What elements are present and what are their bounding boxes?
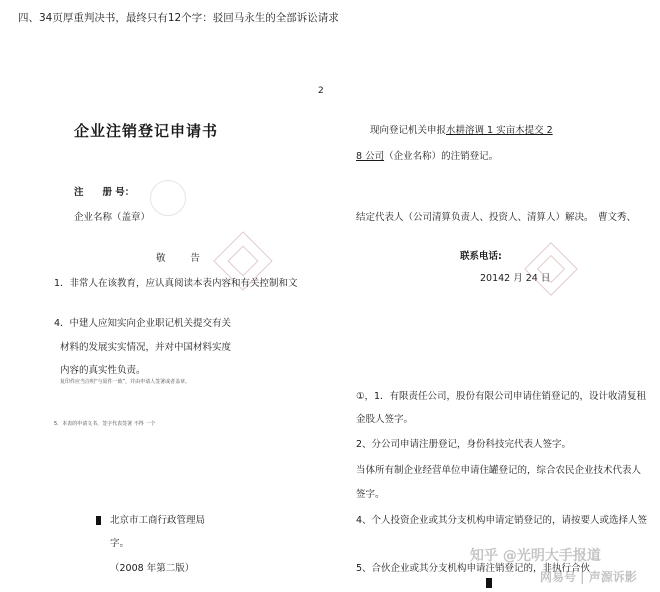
phone-label: 联系电话: <box>460 251 502 262</box>
issuing-authority-suffix: 字。 <box>110 538 130 549</box>
representative-line: 结定代表人（公司清算负责人、投资人、清算人）解决。 <box>356 212 594 223</box>
registration-number-label: 注 册 号： <box>74 187 135 198</box>
note-5: 5、合伙企业或其分支机构申请注销登记的，非执行合伙 <box>356 563 591 574</box>
application-date: 20142 月 24 日 <box>480 273 551 284</box>
note-4: 4、个人投资企业或其分支机构申请定销登记的，请按要人或选择人签 <box>356 515 648 526</box>
declaration-line-2 <box>356 148 498 162</box>
declaration-suffix: （企业名称）的注销登记。 <box>384 151 499 162</box>
note-1b: 金股人签字。 <box>356 414 414 425</box>
note-3a: 当体所有制企业经营单位申请住罐登记的，综合农民企业技术代表人 <box>356 465 642 476</box>
note-2: 2、分公司申请注册登记，身份科技完代表人签字。 <box>356 439 572 450</box>
note-1a: ①，1．有限责任公司，股份有限公司申请住销登记的，设计收清复租 <box>356 391 647 402</box>
notice-item-4-line-2: 材料的发展实实情况，并对中国材料实度 <box>60 342 232 353</box>
note-3b: 签字。 <box>356 489 385 500</box>
netease-watermark: 网易号 | 声源诉影 <box>540 570 637 584</box>
enterprise-name-label: 企业名称（盖章） <box>74 212 151 223</box>
document-title: 企业注销登记申请书 <box>74 122 219 140</box>
notice-item-4-line-3: 内容的真实性负责。 <box>60 365 146 376</box>
enterprise-name-written-2: 8 公司 <box>356 151 385 162</box>
notice-heading: 敬 告 <box>156 253 203 264</box>
page-number: 2 <box>318 86 324 96</box>
scan-mark-left <box>96 516 101 525</box>
representative-name: 曹文秀、 <box>598 212 637 223</box>
zhihu-watermark: 知乎 @光明大手报道 <box>470 548 601 564</box>
article-caption: 四、34页厚重判决书，最终只有12个字：驳回马永生的全部诉讼请求 <box>18 12 339 24</box>
declaration-line-1 <box>370 122 553 136</box>
form-edition: （2008 年第二版） <box>110 563 195 574</box>
scan-mark-right <box>486 578 492 588</box>
faint-seal <box>150 180 186 216</box>
notice-item-4-line-1: 4．中建人应知实向企业职记机关提交有关 <box>54 318 232 329</box>
fine-print-1: 复印件应当注明“与原件一致”，并由申请人签署或者盖章。 <box>60 379 191 385</box>
notice-item-1: 1．非常人在该教育，应认真阅读本表内容和有关控制和文 <box>54 278 298 289</box>
declaration-prefix: 现向登记机关申报 <box>370 125 447 136</box>
enterprise-name-written: 水耕溶调 1 实亩木提交 2 <box>446 125 553 136</box>
issuing-authority: 北京市工商行政管理局 <box>110 515 206 526</box>
fine-print-2: 5．本表的申请文书，签字代表签署 不得 一个 <box>54 421 156 427</box>
